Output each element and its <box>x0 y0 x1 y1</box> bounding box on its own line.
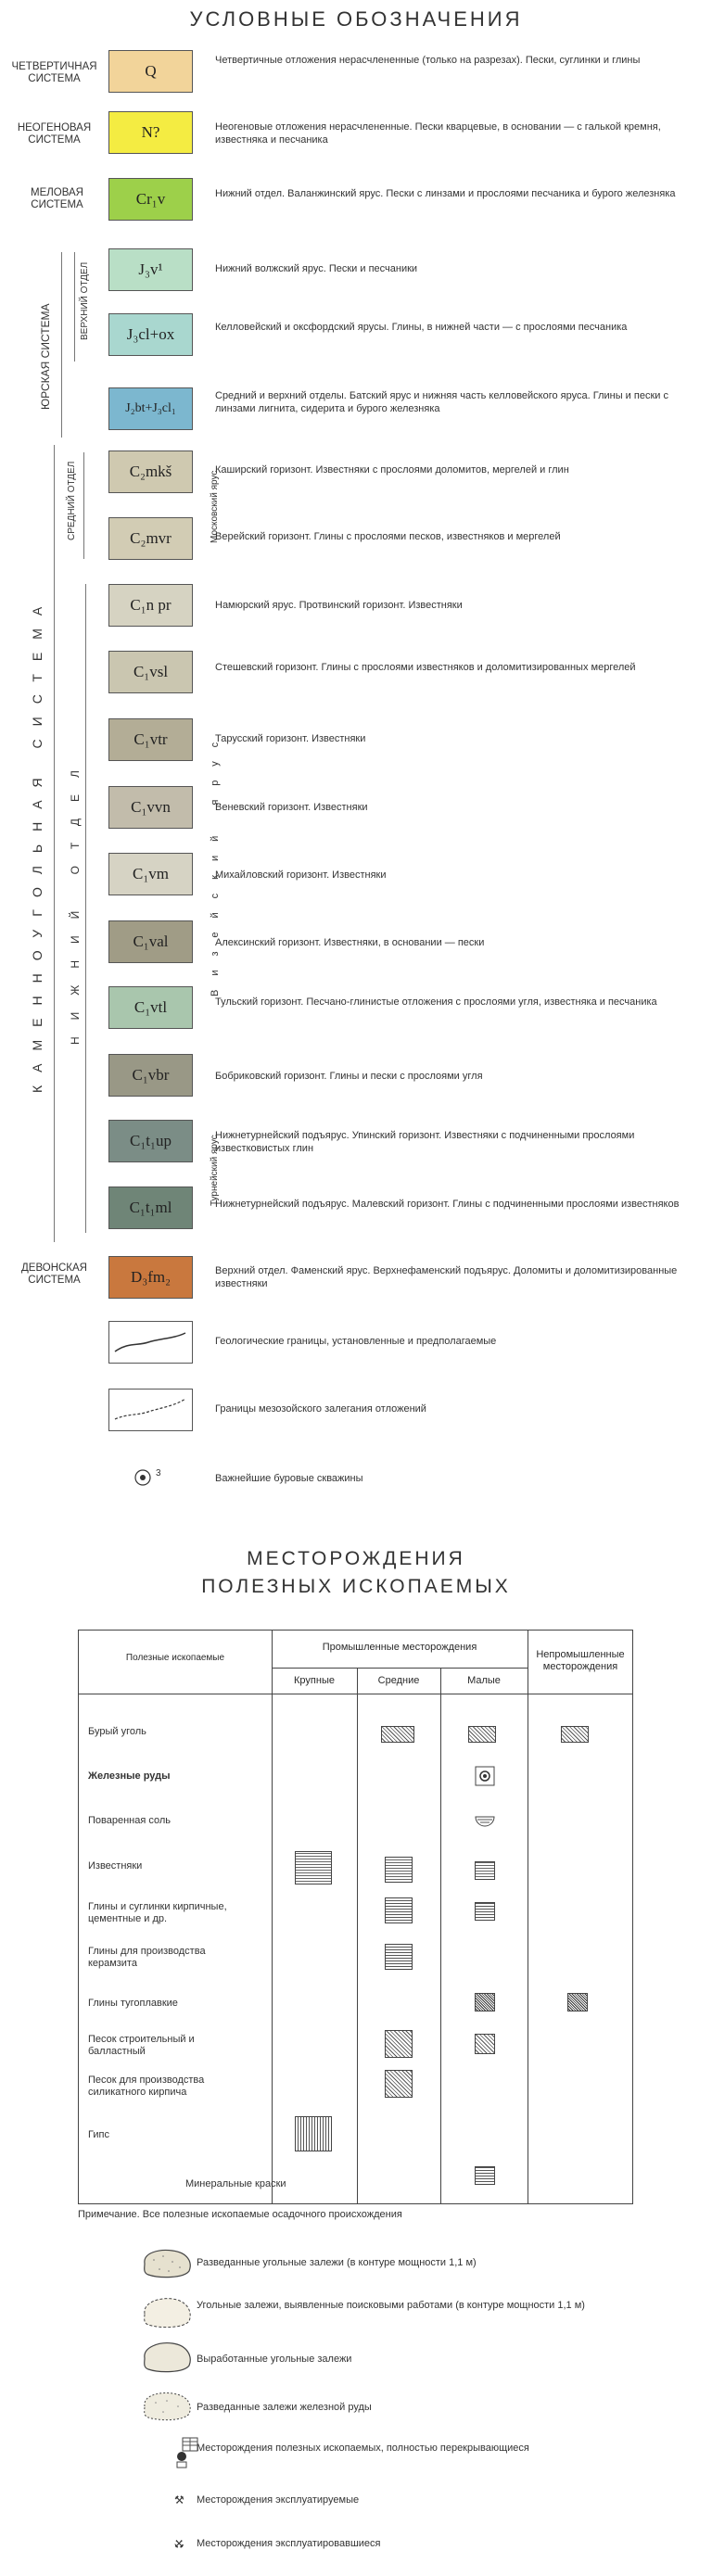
row-label-keramzit-clay: Глины для производства керамзита <box>88 1946 206 1969</box>
system-label-neogene: НЕОГЕНОВАЯ СИСТЕМА <box>17 122 92 146</box>
bracket-jurassic <box>61 252 62 438</box>
unit-swatch-c1vm: C₁vm <box>108 853 193 895</box>
refractory-clay-nonindustrial-icon <box>567 1993 588 2011</box>
unit-desc-q: Четвертичные отложения нерасчлененные (только на разрезах). Пески, суглинки и глины <box>215 55 641 66</box>
deposits-title-line2: ПОЛЕЗНЫХ ИСКОПАЕМЫХ <box>201 1576 511 1597</box>
system-label-devonian: ДЕВОНСКАЯ СИСТЕМА <box>21 1263 87 1286</box>
division-label-lower: НИЖНИЙ ОТДЕЛ <box>69 754 82 1045</box>
unit-desc-c1vm: Михайловский горизонт. Известняки <box>215 869 387 881</box>
refractory-clay-small-icon <box>475 1993 495 2011</box>
row-label-gypsum: Гипс <box>88 2129 109 2140</box>
unit-swatch-c1vtr: C₁vtr <box>108 718 193 761</box>
unit-swatch-q: Q <box>108 50 193 93</box>
unit-swatch-j2bt: J₂bt+J₃cl₁ <box>108 387 193 430</box>
system-label-carboniferous: КАМЕННОУГОЛЬНАЯ СИСТЕМА <box>30 593 44 1094</box>
row-label-brown-coal: Бурый уголь <box>88 1726 146 1737</box>
borehole-symbol <box>132 1466 178 1493</box>
unit-swatch-c1npr: C₁n pr <box>108 584 193 627</box>
unit-swatch-c2mvr: C₂mvr <box>108 517 193 560</box>
brick-clay-medium-icon <box>385 1897 413 1923</box>
legend-title: УСЛОВНЫЕ ОБОЗНАЧЕНИЯ <box>189 7 523 31</box>
unit-swatch-c2mks: C₂mkš <box>108 450 193 493</box>
system-label-quaternary: ЧЕТВЕРТИЧНАЯ СИСТЕМА <box>11 61 97 84</box>
formerly-exploited-text: Месторождения эксплуатировавшиеся <box>197 2538 381 2549</box>
explored-coal-icon <box>139 2247 195 2285</box>
mineral-paints-small-icon <box>475 2166 495 2185</box>
iron-ore-small-icon <box>475 1766 495 1791</box>
worked-out-coal-text: Выработанные угольные залежи <box>197 2354 352 2365</box>
unit-swatch-c1t1ml: C₁t₁ml <box>108 1186 193 1229</box>
unit-swatch-n: N? <box>108 111 193 154</box>
unit-swatch-j3clox: J₃cl+ox <box>108 313 193 356</box>
prospected-coal-icon <box>139 2295 195 2337</box>
unit-swatch-c1val: C₁val <box>108 920 193 963</box>
bracket-carboniferous <box>54 445 55 1242</box>
unit-desc-c1npr: Намюрский ярус. Протвинский горизонт. Известняки <box>215 600 463 611</box>
system-label-cretaceous: МЕЛОВАЯ СИСТЕМА <box>30 187 83 210</box>
stage-label-visean: Визейский ярус <box>210 728 221 996</box>
construction-sand-small-icon <box>475 2034 495 2054</box>
header-minerals: Полезные ископаемые <box>125 1653 225 1663</box>
dashed-boundary-icon <box>109 1390 191 1429</box>
unit-desc-c1t1ml: Нижнетурнейский подъярус. Малевский горизонт. Глины с подчиненными прослоями известняков <box>215 1199 680 1210</box>
row-label-mineral-paints: Минеральные краски <box>185 2178 286 2189</box>
unit-desc-d3fm2: Верхний отдел. Фаменский ярус. Верхнефаменский подъярус. Доломиты и доломитизированные известняки <box>215 1265 678 1289</box>
unit-swatch-c1vvn: C₁vvn <box>108 786 193 829</box>
limestone-small-icon <box>475 1861 495 1880</box>
row-label-salt: Поваренная соль <box>88 1815 172 1826</box>
mesozoic-boundary-text: Границы мезозойского залегания отложений <box>215 1403 426 1415</box>
unit-swatch-j3v1: J₃v¹ <box>108 248 193 291</box>
deposits-title-line1: МЕСТОРОЖДЕНИЯ <box>247 1548 465 1569</box>
borehole-text: Важнейшие буровые скважины <box>215 1473 363 1484</box>
unit-swatch-c1t1up: C₁t₁up <box>108 1120 193 1162</box>
header-nonindustrial: Непромышленные месторождения <box>536 1649 625 1672</box>
row-label-refractory-clay: Глины тугоплавкие <box>88 1998 178 2009</box>
boundary-line-icon <box>109 1322 191 1362</box>
borehole-icon <box>132 1466 178 1489</box>
explored-coal-text: Разведанные угольные залежи (в контуре мощности 1,1 м) <box>197 2257 477 2268</box>
row-label-iron-ore: Железные руды <box>88 1770 171 1782</box>
unit-desc-c1val: Алексинский горизонт. Известняки, в основании — пески <box>215 937 485 948</box>
header-small: Малые <box>467 1675 501 1686</box>
stage-label-tournaisian: Турнейский ярус <box>210 1135 220 1206</box>
bracket-jurassic-upper <box>74 252 75 362</box>
keramzit-clay-medium-icon <box>385 1944 413 1970</box>
construction-sand-medium-icon <box>385 2030 413 2058</box>
row-label-limestone: Известняки <box>88 1860 143 1872</box>
header-industrial: Промышленные месторождения <box>322 1642 477 1653</box>
unit-swatch-d3fm2: D₃fm₂ <box>108 1256 193 1299</box>
iron-ore-deposit-text: Разведанные залежи железной руды <box>197 2402 372 2413</box>
unit-desc-c1t1up: Нижнетурнейский подъярус. Упинский горизонт. Известняки с подчиненными прослоями известковистых глин <box>215 1130 635 1154</box>
unit-swatch-cr1v: Cr₁v <box>108 178 193 221</box>
limestone-large-icon <box>295 1851 332 1884</box>
unit-desc-cr1v: Нижний отдел. Валанжинский ярус. Пески с линзами и прослоями песчаника и бурого железняка <box>215 188 676 199</box>
system-label-jurassic: ЮРСКАЯ СИСТЕМА <box>39 303 52 411</box>
gypsum-large-icon <box>295 2116 332 2151</box>
division-label-jurassic-upper: ВЕРХНИЙ ОТДЕЛ <box>80 261 90 341</box>
row-label-construction-sand: Песок строительный и балластный <box>88 2034 195 2057</box>
unit-desc-c1vbr: Бобриковский горизонт. Глины и пески с прослоями угля <box>215 1071 483 1082</box>
salt-small-icon <box>475 1815 495 1833</box>
unit-swatch-c1vsl: C₁vsl <box>108 651 193 693</box>
formerly-exploited-icon: ⚒ <box>174 2537 184 2550</box>
geo-boundary-text: Геологические границы, установленные и предполагаемые <box>215 1336 497 1347</box>
unit-desc-c1vtr: Тарусский горизонт. Известняки <box>215 733 366 744</box>
unit-swatch-c1vtl: C₁vtl <box>108 986 193 1029</box>
unit-desc-c2mks: Каширский горизонт. Известняки с прослоями доломитов, мергелей и глин <box>215 464 569 476</box>
limestone-medium-icon <box>385 1857 413 1883</box>
unit-desc-j3v1: Нижний волжский ярус. Пески и песчаники <box>215 263 418 274</box>
bracket-lower <box>85 584 86 1233</box>
unit-swatch-c1vbr: C₁vbr <box>108 1054 193 1097</box>
geo-boundary-symbol <box>108 1321 193 1364</box>
header-large: Крупные <box>294 1675 335 1686</box>
unit-desc-n: Неогеновые отложения нерасчлененные. Пески кварцевые, в основании — с галькой кремня, известняка и песчаника <box>215 121 661 146</box>
unit-desc-c1vtl: Тульский горизонт. Песчано-глинистые отложения с прослоями угля, известняка и песчаника <box>215 996 657 1008</box>
stage-label-moscow: Московский ярус <box>210 470 220 544</box>
silicate-sand-medium-icon <box>385 2070 413 2098</box>
worked-out-coal-icon <box>139 2340 195 2381</box>
unit-desc-j2bt: Средний и верхний отделы. Батский ярус и нижняя часть келловейского яруса. Глины и пески с линзами лигнита, сидерита и бурого железняка <box>215 390 668 414</box>
unit-desc-c1vsl: Стешевский горизонт. Глины с прослоями известняков и доломитизированных мергелей <box>215 662 636 673</box>
row-label-brick-clay: Глины и суглинки кирпичные, цементные и др. <box>88 1901 227 1924</box>
division-label-middle: СРЕДНИЙ ОТДЕЛ <box>67 461 77 541</box>
unit-desc-c2mvr: Верейский горизонт. Глины с прослоями песков, известняков и мергелей <box>215 531 561 542</box>
unit-desc-c1vvn: Веневский горизонт. Известняки <box>215 802 368 813</box>
row-label-silicate-sand: Песок для производства силикатного кирпича <box>88 2075 205 2098</box>
brown-coal-nonindustrial-icon <box>561 1726 589 1743</box>
bracket-middle <box>83 452 84 559</box>
borehole-number: 3 <box>156 1468 161 1478</box>
brown-coal-medium-icon <box>381 1726 414 1743</box>
deposits-note: Примечание. Все полезные ископаемые осадочного происхождения <box>78 2209 402 2220</box>
mesozoic-boundary-symbol <box>108 1389 193 1431</box>
brick-clay-small-icon <box>475 1902 495 1921</box>
unit-desc-j3clox: Келловейский и оксфордский ярусы. Глины, в нижней части — с прослоями песчаника <box>215 322 628 333</box>
header-medium: Средние <box>377 1675 420 1686</box>
exploited-deposits-text: Месторождения эксплуатируемые <box>197 2494 360 2506</box>
brown-coal-small-icon <box>468 1726 496 1743</box>
iron-ore-deposit-icon <box>139 2390 195 2428</box>
overlapping-deposits-text: Месторождения полезных ископаемых, полностью перекрывающиеся <box>197 2443 529 2454</box>
exploited-deposits-icon: ⚒ <box>174 2494 184 2506</box>
prospected-coal-text: Угольные залежи, выявленные поисковыми работами (в контуре мощности 1,1 м) <box>197 2300 585 2311</box>
